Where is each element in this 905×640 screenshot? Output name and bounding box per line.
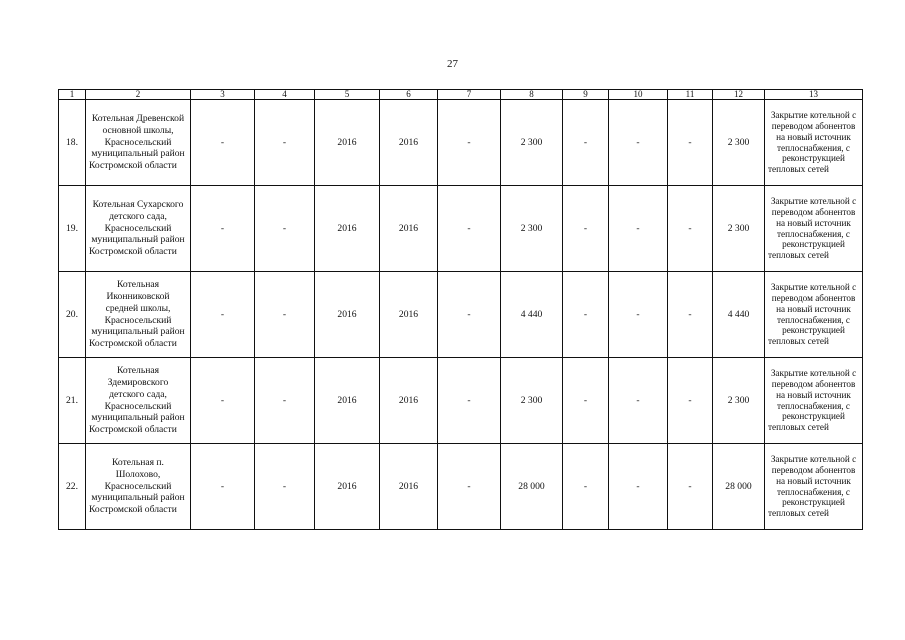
col-7-value: - [438, 186, 501, 272]
col-4-value: - [255, 100, 315, 186]
col-10-value: - [609, 358, 668, 444]
column-header: 7 [438, 90, 501, 100]
col-7-value: - [438, 100, 501, 186]
column-header: 13 [765, 90, 863, 100]
row-number: 19. [59, 186, 86, 272]
boiler-name: Котельная Сухарского детского сада, Красносельский муниципальный район Костромской области [86, 186, 191, 272]
column-header: 10 [609, 90, 668, 100]
col-7-value: - [438, 272, 501, 358]
end-year: 2016 [380, 444, 438, 530]
col-11-value: - [668, 100, 713, 186]
col-4-value: - [255, 444, 315, 530]
page-number: 27 [447, 58, 458, 70]
end-year: 2016 [380, 100, 438, 186]
cost-value: 2 300 [501, 358, 563, 444]
start-year: 2016 [315, 100, 380, 186]
row-number: 22. [59, 444, 86, 530]
col-7-value: - [438, 358, 501, 444]
total-cost-value: 4 440 [713, 272, 765, 358]
column-header: 6 [380, 90, 438, 100]
row-number: 20. [59, 272, 86, 358]
col-9-value: - [563, 358, 609, 444]
table-row [59, 444, 863, 530]
col-9-value: - [563, 444, 609, 530]
row-number: 21. [59, 358, 86, 444]
col-9-value: - [563, 100, 609, 186]
total-cost-value: 2 300 [713, 100, 765, 186]
start-year: 2016 [315, 444, 380, 530]
column-header: 3 [191, 90, 255, 100]
column-header: 12 [713, 90, 765, 100]
measure-description: Закрытие котельной с переводом абонентов на новый источник теплоснабжения, с реконструкцией тепловых сетей [765, 100, 863, 186]
col-4-value: - [255, 186, 315, 272]
col-11-value: - [668, 186, 713, 272]
boiler-name: Котельная Здемировского детского сада, Красносельский муниципальный район Костромской области [86, 358, 191, 444]
col-10-value: - [609, 444, 668, 530]
column-header: 4 [255, 90, 315, 100]
measure-description: Закрытие котельной с переводом абонентов на новый источник теплоснабжения, с реконструкцией тепловых сетей [765, 444, 863, 530]
column-header: 8 [501, 90, 563, 100]
col-4-value: - [255, 272, 315, 358]
col-10-value: - [609, 186, 668, 272]
row-number: 18. [59, 100, 86, 186]
cost-value: 2 300 [501, 186, 563, 272]
col-9-value: - [563, 186, 609, 272]
col-3-value: - [191, 100, 255, 186]
col-11-value: - [668, 358, 713, 444]
measure-description: Закрытие котельной с переводом абонентов на новый источник теплоснабжения, с реконструкцией тепловых сетей [765, 272, 863, 358]
boiler-name: Котельная п. Шолохово, Красносельский муниципальный район Костромской области [86, 444, 191, 530]
measure-description: Закрытие котельной с переводом абонентов на новый источник теплоснабжения, с реконструкцией тепловых сетей [765, 358, 863, 444]
column-header: 1 [59, 90, 86, 100]
table-row [59, 100, 863, 186]
end-year: 2016 [380, 358, 438, 444]
total-cost-value: 2 300 [713, 186, 765, 272]
table-body [59, 90, 863, 530]
col-3-value: - [191, 186, 255, 272]
col-11-value: - [668, 272, 713, 358]
total-cost-value: 2 300 [713, 358, 765, 444]
col-3-value: - [191, 444, 255, 530]
col-3-value: - [191, 358, 255, 444]
col-10-value: - [609, 272, 668, 358]
col-10-value: - [609, 100, 668, 186]
col-3-value: - [191, 272, 255, 358]
header-row [59, 90, 863, 100]
investment-table [58, 89, 863, 530]
start-year: 2016 [315, 358, 380, 444]
boiler-name: Котельная Иконниковской средней школы, Красносельский муниципальный район Костромской области [86, 272, 191, 358]
table-row [59, 186, 863, 272]
end-year: 2016 [380, 272, 438, 358]
measure-description: Закрытие котельной с переводом абонентов на новый источник теплоснабжения, с реконструкцией тепловых сетей [765, 186, 863, 272]
total-cost-value: 28 000 [713, 444, 765, 530]
column-header: 5 [315, 90, 380, 100]
column-header: 2 [86, 90, 191, 100]
start-year: 2016 [315, 186, 380, 272]
col-9-value: - [563, 272, 609, 358]
table-row [59, 358, 863, 444]
boiler-name: Котельная Древенской основной школы, Красносельский муниципальный район Костромской области [86, 100, 191, 186]
col-7-value: - [438, 444, 501, 530]
col-4-value: - [255, 358, 315, 444]
table-row [59, 272, 863, 358]
column-header: 9 [563, 90, 609, 100]
col-11-value: - [668, 444, 713, 530]
cost-value: 2 300 [501, 100, 563, 186]
cost-value: 28 000 [501, 444, 563, 530]
cost-value: 4 440 [501, 272, 563, 358]
start-year: 2016 [315, 272, 380, 358]
column-header: 11 [668, 90, 713, 100]
end-year: 2016 [380, 186, 438, 272]
